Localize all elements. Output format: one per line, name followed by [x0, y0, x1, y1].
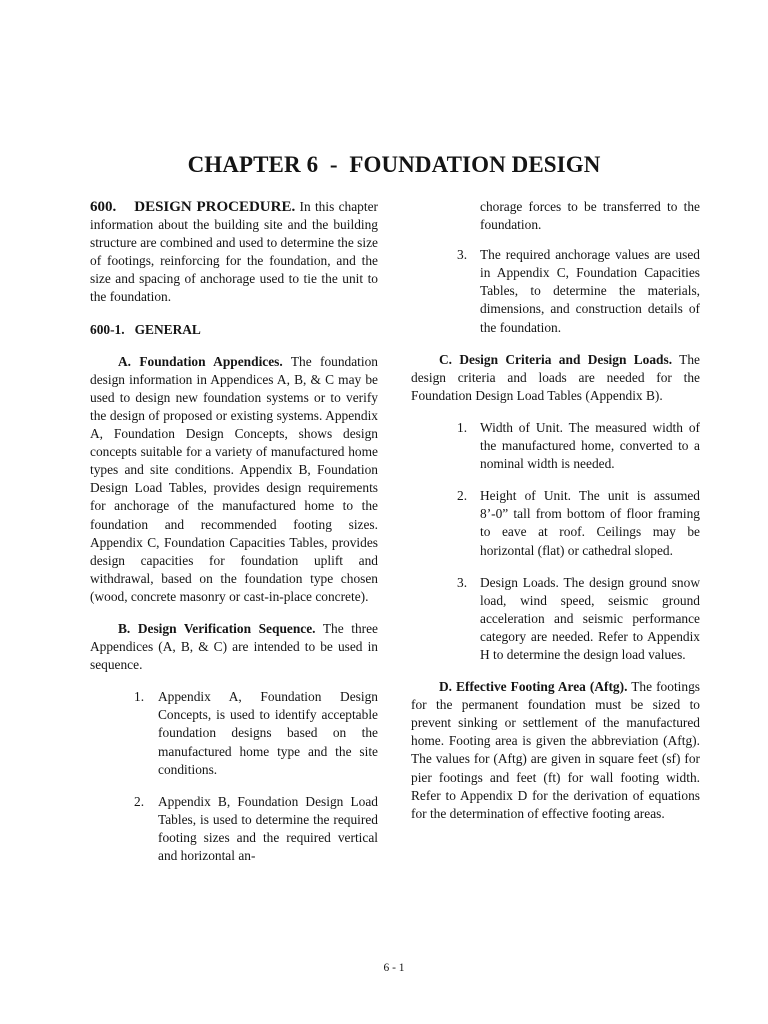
list-item-text: Width of Unit. The measured width of the manufactured home, converted to a nominal width is needed. [480, 419, 700, 472]
page-number: 6 - 1 [383, 962, 405, 974]
list-item-number: 3. [457, 247, 468, 263]
section-600-paragraph [90, 198, 378, 307]
left-column [90, 198, 378, 879]
list-item-number: 2. [457, 488, 468, 504]
paragraph-a-heading: A. Foundation Appendices. [118, 353, 283, 369]
list-item-text: Appendix A, Foundation Design Concepts, is used to identify acceptable foundation designs based on the manufactured home type and the site conditions. [158, 689, 378, 777]
paragraph-c-text: The design criteria and loads are needed for the Foundation Design Load Tables (Appendix B). [411, 351, 700, 403]
list-item-number: 1. [134, 689, 145, 705]
paragraph-a [90, 353, 378, 606]
chapter-title: CHAPTER 6 - FOUNDATION DESIGN [187, 152, 601, 177]
paragraph-c [411, 351, 700, 405]
paragraph-d [411, 678, 700, 823]
section-600-1-heading: 600-1. GENERAL [90, 321, 201, 337]
verification-list [90, 688, 378, 865]
list-item [90, 688, 378, 778]
right-column [411, 198, 700, 823]
paragraph-b-text: The three Appendices (A, B, & C) are intended to be used in sequence. [90, 620, 378, 673]
list-item [411, 574, 700, 664]
list-item-2-continuation: chorage forces to be transferred to the foundation. [480, 199, 700, 233]
paragraph-b-heading: B. Design Verification Sequence. [118, 620, 316, 636]
list-item-number: 1. [457, 419, 468, 435]
paragraph-d-text: The footings for the permanent foundation must be sized to prevent sinking or settlement of the manufactured home. Footing area is given the abbreviation (Aftg). The values for (Aftg) are given in square feet (sf) for pier footings and feet (ft) for wall footing width. Refer to Appendix D for the derivation of equations for the determination of effective footing areas. [411, 679, 700, 821]
paragraph-d-heading: D. Effective Footing Area (Aftg). [439, 679, 628, 695]
section-600-title: DESIGN PROCEDURE. [134, 199, 296, 215]
list-item-text: The required anchorage values are used in Appendix C, Foundation Capacities Tables, to determine the materials, dimensions, and construction details of the foundation. [480, 247, 700, 335]
list-item-text: Design Loads. The design ground snow load, wind speed, seismic ground acceleration and seismic performance category are needed. Refer to Appendix H to determine the design load values. [480, 574, 700, 662]
section-600-number: 600. [90, 199, 117, 215]
list-item [411, 419, 700, 473]
section-600-heading [90, 199, 295, 215]
paragraph-a-text: The foundation design information in Appendices A, B, & C may be used to design new foundation systems or to verify the design of proposed or existing systems. Appendix A, Foundation Design Concepts, shows design concepts suitable for a variety of manufactured home types and site conditions. Appendix B, Foundation Design Load Tables, provides design requirements for anchorage of the manufactured home to the foundation and recommended footing sizes. Appendix C, Foundation Capacities Tables, provides design capacities for foundation uplift and withdrawal, based on the foundation type chosen (wood, concrete masonry or cast-in-place concrete). [90, 353, 379, 604]
paragraph-c-heading: C. Design Criteria and Design Loads. [439, 351, 673, 367]
list-item-text: Appendix B, Foundation Design Load Tables, is used to determine the required footing sizes and the required vertical and horizontal an- [158, 793, 378, 863]
list-item [411, 487, 700, 559]
list-item-text: Height of Unit. The unit is assumed 8’-0” tall from bottom of floor framing to eave at roof. Ceilings may be horizontal (flat) or cathedral sloped. [480, 488, 700, 558]
paragraph-b [90, 620, 378, 674]
list-item [90, 793, 378, 865]
list-item-number: 3. [457, 574, 468, 590]
list-item-number: 2. [134, 793, 145, 809]
criteria-list [411, 419, 700, 664]
verification-list-continued [411, 246, 700, 336]
section-600-text: In this chapter information about the building site and the building structure are combined and used to determine the size of footings, reinforcing for the foundation, and the size and spacing of anchorage used to tie the unit to the foundation. [90, 199, 378, 305]
list-item [411, 246, 700, 336]
